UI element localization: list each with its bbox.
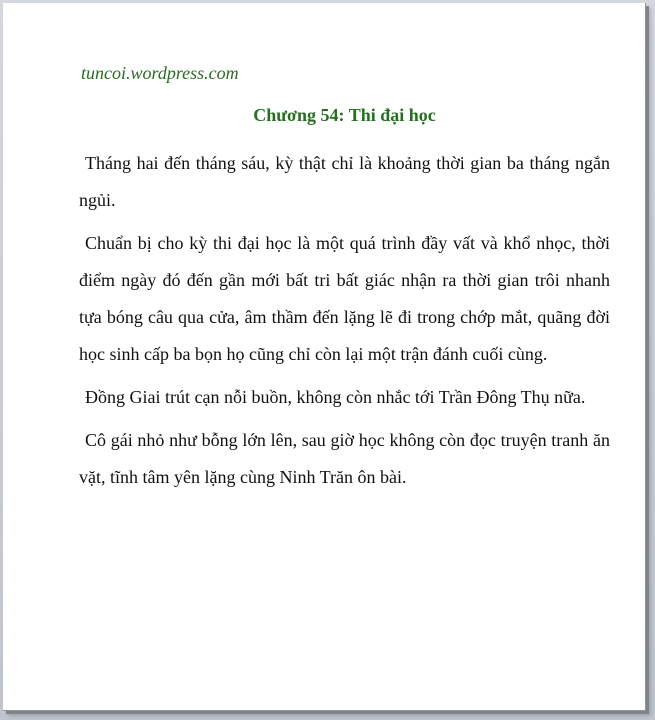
- document-page: [3, 3, 646, 711]
- paragraph: Chuẩn bị cho kỳ thi đại học là một quá trình đầy vất và khổ nhọc, thời điểm ngày đó đến gần mới bất tri bất giác nhận ra thời gian trôi nhanh tựa bóng câu qua cửa, âm thầm đến lặng lẽ đi trong chớp mắt, quãng đời học sinh cấp ba bọn họ cũng chỉ còn lại một trận đánh cuối cùng.: [79, 233, 610, 364]
- chapter-title: Chương 54: Thi đại học: [253, 105, 436, 125]
- paragraph: Cô gái nhỏ như bỗng lớn lên, sau giờ học không còn đọc truyện tranh ăn vặt, tĩnh tâm yên lặng cùng Ninh Trăn ôn bài.: [79, 430, 610, 487]
- page-content: [79, 61, 610, 502]
- paragraph: Tháng hai đến tháng sáu, kỳ thật chỉ là khoảng thời gian ba tháng ngắn ngủi.: [79, 153, 610, 210]
- paragraph: Đồng Giai trút cạn nỗi buồn, không còn nhắc tới Trần Đông Thụ nữa.: [85, 387, 586, 407]
- site-header: tuncoi.wordpress.com: [81, 63, 239, 83]
